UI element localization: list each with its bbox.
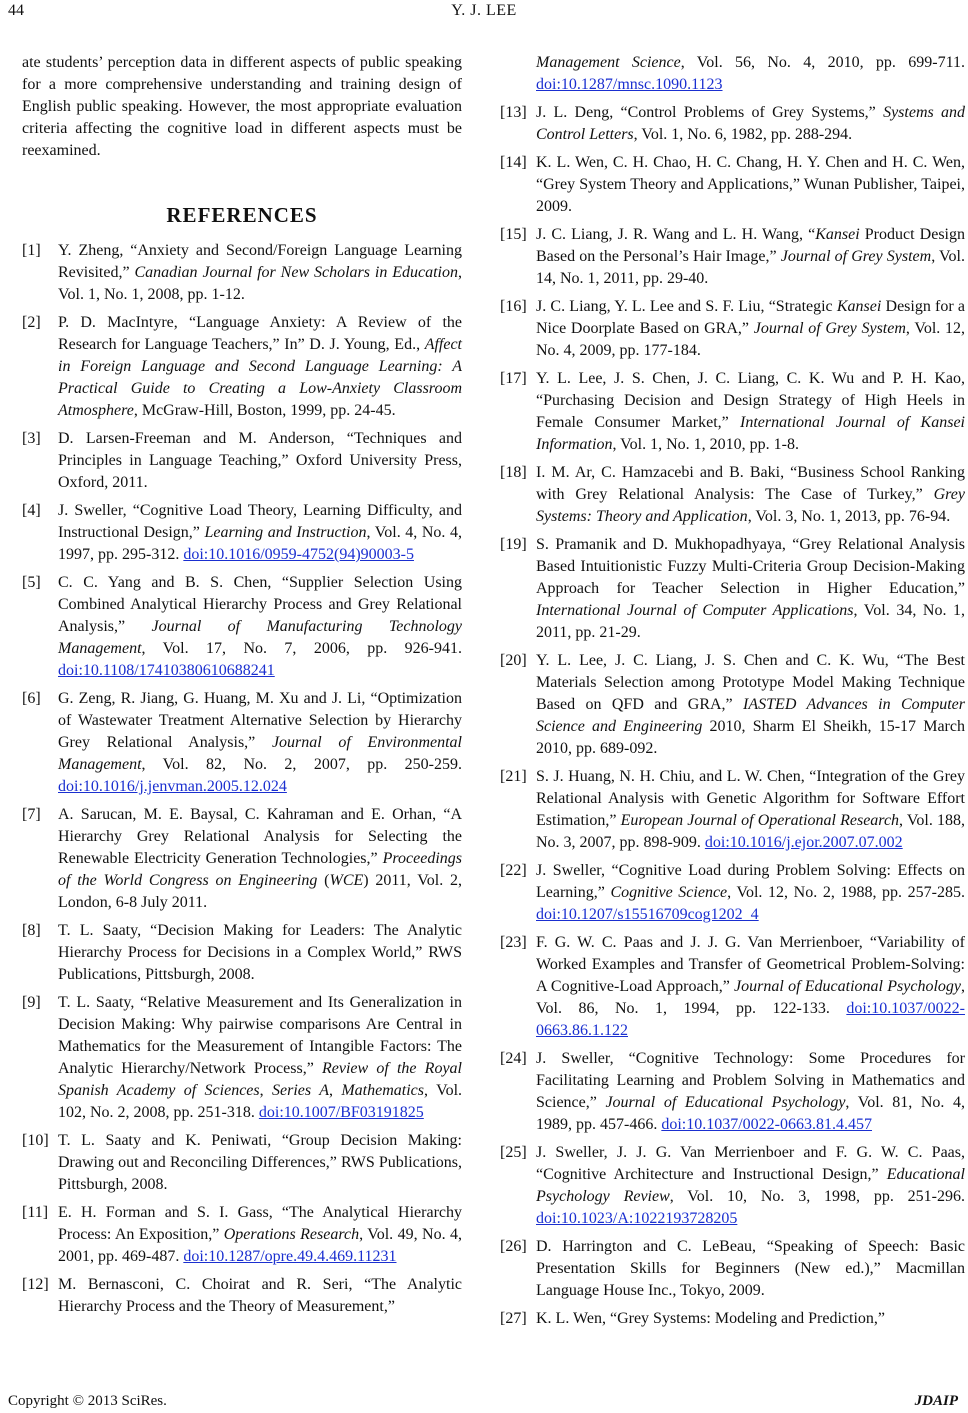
- reference-number: [1]: [22, 242, 41, 259]
- reference-text: J. C. Liang, Y. L. Lee and S. F. Liu, “Strategic: [536, 298, 837, 315]
- reference-text: , Vol. 14, No. 1, 2011, pp. 29-40.: [536, 248, 965, 287]
- italic-title: Proceedings of the World Congress on Engineering: [58, 850, 462, 889]
- reference-text: , Vol. 56, No. 4, 2010, pp. 699-711.: [680, 54, 965, 71]
- reference-item: [500, 1142, 965, 1230]
- reference-continuation: [500, 52, 965, 96]
- reference-text: D. Harrington and C. LeBeau, “Speaking of Speech: Basic Presentation Skills for Beginners (New ed.),” Macmillan Language House Inc., Tokyo, 2009.: [536, 1238, 965, 1299]
- reference-text: ,: [328, 1082, 342, 1099]
- reference-text: J. L. Deng, “Control Problems of Grey Systems,”: [536, 104, 884, 121]
- italic-title: International Journal of Computer Applications: [536, 602, 854, 619]
- reference-text: , Vol. 17, No. 7, 2006, pp. 926-941.: [141, 640, 462, 657]
- reference-text: S. J. Huang, N. H. Chiu, and L. W. Chen, “Integration of the Grey Relational Analysis with Genetic Algorithm for Software Effort Estimation,”: [536, 768, 965, 829]
- reference-text: Design for a Nice Doorplate Based on GRA,”: [536, 298, 965, 337]
- italic-title: Journal of Educational Psychology: [605, 1094, 846, 1111]
- reference-item: [500, 650, 965, 760]
- reference-number: [17]: [500, 370, 527, 387]
- doi-link[interactable]: doi:10.1287/opre.49.4.469.11231: [183, 1248, 397, 1265]
- reference-item: [500, 1308, 965, 1330]
- reference-item: [22, 1274, 462, 1318]
- reference-text: J. Sweller, “Cognitive Technology: Some Procedures for Facilitating Learning and Problem Solving in Mathematics and Science,”: [536, 1050, 965, 1111]
- reference-item: [22, 240, 462, 306]
- reference-number: [25]: [500, 1144, 527, 1161]
- reference-text: T. L. Saaty and K. Peniwati, “Group Decision Making: Drawing out and Reconciling Differences,” RWS Publications, Pittsburgh, 2008.: [58, 1132, 462, 1193]
- italic-title: Kansei: [836, 298, 882, 315]
- reference-item: [500, 1236, 965, 1302]
- italic-title: Management Science: [536, 54, 681, 71]
- reference-text: I. M. Ar, C. Hamzacebi and B. Baki, “Business School Ranking with Grey Relational Analysis: The Case of Turkey,”: [536, 464, 965, 503]
- reference-number: [13]: [500, 104, 527, 121]
- reference-text: , Vol. 12, No. 2, 1988, pp. 257-285.: [727, 884, 966, 901]
- reference-item: [22, 312, 462, 422]
- reference-number: [9]: [22, 994, 41, 1011]
- reference-text: K. L. Wen, C. H. Chao, H. C. Chang, H. Y. Chen and H. C. Wen, “Grey System Theory and Applications,” Wunan Publisher, Taipei, 2009.: [536, 154, 965, 215]
- journal-name: JDAIP: [914, 1393, 958, 1409]
- running-header-author: Y. J. LEE: [451, 2, 517, 19]
- reference-number: [14]: [500, 154, 527, 171]
- italic-title: Journal of Environmental Management: [58, 734, 462, 773]
- doi-link[interactable]: doi:10.1023/A:1022193728205: [536, 1210, 738, 1227]
- reference-number: [5]: [22, 574, 41, 591]
- reference-item: [500, 462, 965, 528]
- doi-link[interactable]: doi:10.1108/17410380610688241: [58, 662, 275, 679]
- italic-title: Journal of Grey System: [780, 248, 932, 265]
- doi-link[interactable]: doi:10.1016/j.jenvman.2005.12.024: [58, 778, 287, 795]
- reference-text: , Vol. 86, No. 1, 1994, pp. 122-133.: [536, 978, 965, 1017]
- reference-number: [4]: [22, 502, 41, 519]
- reference-text: ) 2011, Vol. 2, London, 6-8 July 2011.: [58, 872, 462, 911]
- left-column: [22, 52, 462, 1324]
- doi-link[interactable]: doi:10.1007/BF03191825: [258, 1104, 424, 1121]
- reference-text: , Vol. 3, No. 1, 2013, pp. 76-94.: [747, 508, 951, 525]
- italic-title: Kansei: [815, 226, 860, 243]
- reference-text: C. C. Yang and B. S. Chen, “Supplier Selection Using Combined Analytical Hierarchy Process and Grey Relational Analysis,”: [58, 574, 462, 635]
- reference-text: 2010, Sharm El Sheikh, 15-17 March 2010, pp. 689-092.: [536, 718, 965, 757]
- italic-title: Review of the Royal Spanish Academy of Sciences: [58, 1060, 463, 1099]
- reference-text: E. H. Forman and S. I. Gass, “The Analytical Hierarchy Process: An Exposition,”: [58, 1204, 462, 1243]
- italic-title: Educational Psychology Review: [536, 1166, 965, 1205]
- reference-list-left: [22, 240, 462, 1318]
- reference-text: Y. Zheng, “Anxiety and Second/Foreign Language Learning Revisited,”: [58, 242, 462, 281]
- reference-text: , Vol. 10, No. 3, 1998, pp. 251-296.: [669, 1188, 965, 1205]
- reference-item: [500, 296, 965, 362]
- reference-number: [26]: [500, 1238, 527, 1255]
- doi-link[interactable]: doi:10.1037/0022-0663.81.4.457: [661, 1116, 872, 1133]
- doi-link[interactable]: doi:10.1287/mnsc.1090.1123: [536, 76, 723, 93]
- reference-text: , Vol. 1, No. 6, 1982, pp. 288-294.: [633, 126, 853, 143]
- reference-text: M. Bernasconi, C. Choirat and R. Seri, “The Analytic Hierarchy Process and the Theory of Measurement,”: [58, 1276, 462, 1315]
- italic-title: International Journal of Kansei Information: [536, 414, 965, 453]
- reference-text: T. L. Saaty, “Decision Making for Leaders: The Analytic Hierarchy Process for Decisions in a Complex World,” RWS Publications, Pittsburgh, 2008.: [58, 922, 462, 983]
- reference-number: [6]: [22, 690, 41, 707]
- reference-text: , Vol. 1, No. 1, 2010, pp. 1-8.: [612, 436, 799, 453]
- reference-number: [19]: [500, 536, 527, 553]
- reference-text: J. Sweller, “Cognitive Load Theory, Learning Difficulty, and Instructional Design,”: [58, 502, 462, 541]
- reference-text: , Vol. 81, No. 4, 1989, pp. 457-466.: [536, 1094, 965, 1133]
- reference-number: [2]: [22, 314, 41, 331]
- italic-title: Operations Research: [223, 1226, 360, 1243]
- italic-title: European Journal of Operational Research: [620, 812, 900, 829]
- reference-text: J. Sweller, J. J. G. Van Merrienboer and F. G. W. C. Paas, “Cognitive Architecture and Instructional Design,”: [536, 1144, 965, 1183]
- references-heading: REFERENCES: [166, 203, 318, 227]
- reference-text: A. Sarucan, M. E. Baysal, C. Kahraman and E. Orhan, “A Hierarchy Grey Relational Analysis for Selecting the Renewable Electricity Generation Technologies,”: [58, 806, 462, 867]
- reference-text: , Vol. 12, No. 4, 2009, pp. 177-184.: [536, 320, 965, 359]
- reference-text: , Vol. 49, No. 4, 2001, pp. 469-487.: [58, 1226, 463, 1265]
- italic-title: WCE: [329, 872, 364, 889]
- reference-item: [500, 534, 965, 644]
- copyright: Copyright © 2013 SciRes.: [8, 1393, 167, 1409]
- reference-item: [22, 688, 462, 798]
- reference-text: S. Pramanik and D. Mukhopadhyaya, “Grey Relational Analysis Based Intuitionistic Fuzzy Multi-Criteria Group Decision-Making Approach for Teacher Selection in Higher Education,”: [536, 536, 965, 597]
- reference-item: [500, 224, 965, 290]
- reference-item: [22, 1202, 462, 1268]
- reference-number: [3]: [22, 430, 41, 447]
- italic-title: Grey Systems: Theory and Application: [536, 486, 965, 525]
- reference-text: D. Larsen-Freeman and M. Anderson, “Techniques and Principles in Language Teaching,” Oxford University Press, Oxford, 2011.: [58, 430, 462, 491]
- italic-title: Affect in Foreign Language and Second Language Learning: A Practical Guide to Creating a Low-Anxiety Classroom Atmosphere: [58, 336, 462, 419]
- reference-text: Product Design Based on the Personal’s Hair Image,”: [536, 226, 965, 265]
- reference-number: [11]: [22, 1204, 49, 1221]
- page-number: 44: [8, 2, 24, 19]
- reference-number: [12]: [22, 1276, 49, 1293]
- reference-item: [500, 766, 965, 854]
- doi-link[interactable]: doi:10.1207/s15516709cog1202_4: [536, 906, 759, 923]
- reference-number: [18]: [500, 464, 527, 481]
- reference-text: , McGraw-Hill, Boston, 1999, pp. 24-45.: [133, 402, 396, 419]
- reference-item: [22, 428, 462, 494]
- reference-number: [20]: [500, 652, 527, 669]
- italic-title: Journal of Manufacturing Technology Management: [58, 618, 462, 657]
- italic-title: Cognitive Science: [610, 884, 728, 901]
- reference-item: [22, 992, 462, 1124]
- reference-text: P. D. MacIntyre, “Language Anxiety: A Review of the Research for Language Teachers,” In” D. J. Young, Ed.,: [58, 314, 462, 353]
- reference-item: [22, 500, 462, 566]
- reference-number: [23]: [500, 934, 527, 951]
- reference-item: [22, 1130, 462, 1196]
- italic-title: Learning and Instruction: [204, 524, 367, 541]
- reference-text: , Vol. 4, No. 4, 1997, pp. 295-312.: [58, 524, 463, 563]
- intro-paragraph: ate students’ perception data in different aspects of public speaking for a more comprehensive understanding and training design of English public speaking. However, the most appropriate evaluation criteria affecting the cognitive load in different aspects must be reexamined.: [22, 54, 462, 159]
- reference-item: [500, 932, 965, 1042]
- reference-item: [500, 1048, 965, 1136]
- italic-title: Systems and Control Letters: [536, 104, 965, 143]
- reference-text: J. Sweller, “Cognitive Load during Problem Solving: Effects on Learning,”: [536, 862, 965, 901]
- reference-list-right: [500, 102, 965, 1330]
- reference-text: F. G. W. C. Paas and J. J. G. Van Merrienboer, “Variability of Worked Examples and Transfer of Geometrical Problem-Solving: A Cognitive-Load Approach,”: [536, 934, 965, 995]
- reference-number: [27]: [500, 1310, 527, 1327]
- reference-text: Y. L. Lee, J. S. Chen, J. C. Liang, C. K. Wu and P. H. Kao, “Purchasing Decision and Design Strategy of High Heels in Female Consumer Market,”: [536, 370, 965, 431]
- reference-item: [500, 152, 965, 218]
- italic-title: IASTED Advances in Computer Science and Engineering: [536, 696, 966, 735]
- italic-title: Journal of Educational Psychology: [734, 978, 961, 995]
- italic-title: Mathematics: [341, 1082, 424, 1099]
- reference-number: [24]: [500, 1050, 527, 1067]
- italic-title: Series A: [272, 1082, 329, 1099]
- reference-number: [15]: [500, 226, 527, 243]
- reference-item: [22, 920, 462, 986]
- reference-text: Y. L. Lee, J. C. Liang, J. S. Chen and C. K. Wu, “The Best Materials Selection among Prototype Model Making Technique Based on QFD and GRA,”: [536, 652, 965, 713]
- italic-title: Journal of Grey System: [753, 320, 906, 337]
- reference-text: , Vol. 82, No. 2, 2007, pp. 250-259.: [141, 756, 462, 773]
- doi-link[interactable]: doi:10.1016/j.ejor.2007.07.002: [704, 834, 903, 851]
- reference-number: [10]: [22, 1132, 49, 1149]
- reference-text: G. Zeng, R. Jiang, G. Huang, M. Xu and J. Li, “Optimization of Wastewater Treatment Alternative Selection by Hierarchy Grey Relational Analysis,”: [58, 690, 462, 751]
- reference-number: [16]: [500, 298, 527, 315]
- reference-number: [7]: [22, 806, 41, 823]
- reference-number: [8]: [22, 922, 41, 939]
- reference-number: [21]: [500, 768, 527, 785]
- reference-text: J. C. Liang, J. R. Wang and L. H. Wang, “: [536, 226, 816, 243]
- reference-text: , Vol. 1, No. 1, 2008, pp. 1-12.: [58, 264, 462, 303]
- reference-item: [500, 102, 965, 146]
- reference-item: [500, 860, 965, 926]
- reference-text: ,: [259, 1082, 273, 1099]
- reference-item: [22, 572, 462, 682]
- reference-text: , Vol. 102, No. 2, 2008, pp. 251-318.: [58, 1082, 463, 1121]
- italic-title: Canadian Journal for New Scholars in Education: [134, 264, 458, 281]
- reference-text: K. L. Wen, “Grey Systems: Modeling and Prediction,”: [536, 1310, 886, 1327]
- doi-link[interactable]: doi:10.1016/0959-4752(94)90003-5: [183, 546, 414, 563]
- reference-text: , Vol. 34, No. 1, 2011, pp. 21-29.: [536, 602, 966, 641]
- reference-item: [22, 804, 462, 914]
- reference-text: , Vol. 188, No. 3, 2007, pp. 898-909.: [536, 812, 965, 851]
- reference-number: [22]: [500, 862, 527, 879]
- reference-text: T. L. Saaty, “Relative Measurement and Its Generalization in Decision Making: Why pairwise comparisons Are Central in Mathematics for the Measurement of Intangible Factors: The Analytic Hierarchy/Network Process,”: [58, 994, 462, 1077]
- right-column: [500, 52, 965, 1336]
- doi-link[interactable]: doi:10.1037/0022-0663.86.1.122: [536, 1000, 965, 1039]
- reference-item: [500, 368, 965, 456]
- reference-text: (: [317, 872, 330, 889]
